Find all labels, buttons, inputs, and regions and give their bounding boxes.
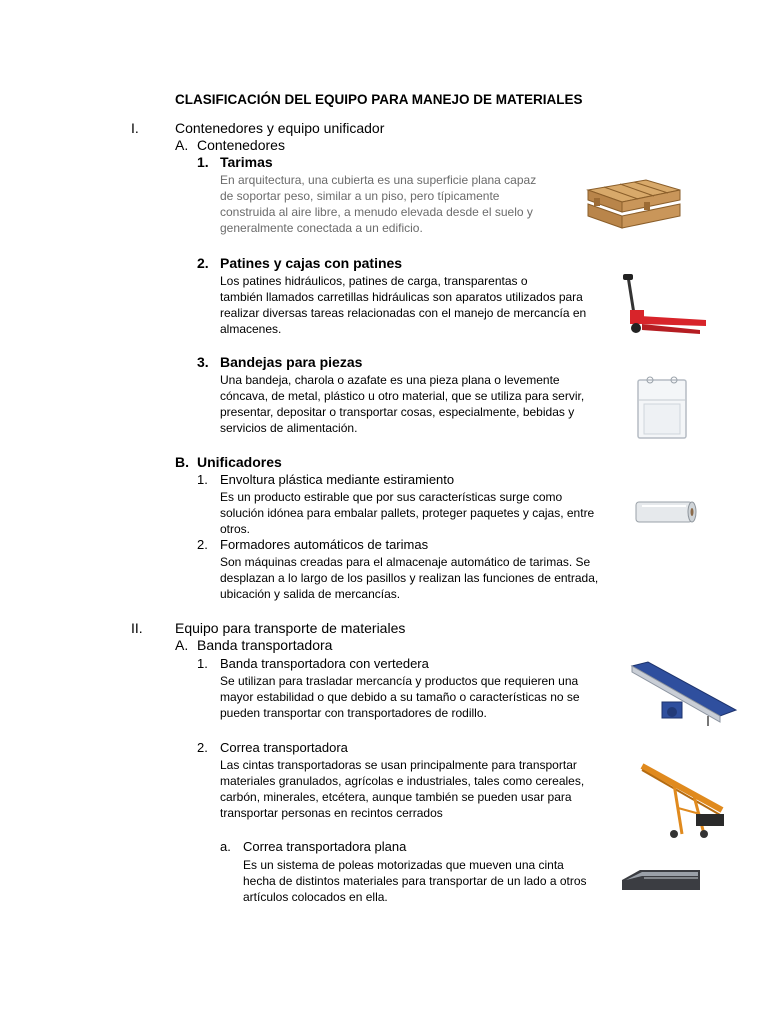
item-bandejas-text [220, 372, 584, 436]
text-line: de soportar peso, similar a un piso, pero típicamente [220, 189, 500, 203]
item-formadores-heading: Formadores automáticos de tarimas [220, 537, 429, 552]
item-patines-number: 2. [197, 255, 209, 271]
text-line: solución idónea para embalar pallets, proteger paquetes y cajas, entre [220, 506, 595, 520]
item-envoltura-heading: Envoltura plástica mediante estiramiento [220, 472, 455, 487]
section-1b-label: B. [175, 454, 189, 470]
item-tarimas-heading: Tarimas [220, 154, 273, 170]
item-tarimas-number: 1. [197, 154, 209, 170]
pallet-jack-image [620, 272, 710, 338]
section-2a-heading: Banda transportadora [197, 637, 333, 653]
item-formadores-text [220, 554, 598, 602]
text-line: En arquitectura, una cubierta es una superficie plana capaz [220, 173, 537, 187]
item-correa-number: 2. [197, 740, 208, 755]
item-patines-text [220, 273, 586, 337]
section-2a-label: A. [175, 637, 189, 653]
text-line: Son máquinas creadas para el almacenaje automático de tarimas. Se [220, 555, 591, 569]
text-line: presentar, depositar o transportar cosas, especialmente, bebidas y [220, 405, 575, 419]
item-bandejas-heading: Bandejas para piezas [220, 354, 363, 370]
text-line: artículos colocados en ella. [243, 890, 388, 904]
item-bandejas-number: 3. [197, 354, 209, 370]
belt-conveyor-image [628, 660, 740, 728]
item-vertedera-text [220, 673, 580, 721]
text-line: otros. [220, 522, 251, 536]
text-line: transportar personas en recintos cerrados [220, 806, 443, 820]
text-line: construida al aire libre, a menudo elevada desde el suelo y [220, 205, 533, 219]
item-formadores-number: 2. [197, 537, 208, 552]
incline-conveyor-image [634, 758, 734, 840]
flat-belt-conveyor-image [622, 866, 700, 890]
item-tarimas-text [220, 172, 536, 236]
subitem-plana-heading: Correa transportadora plana [243, 839, 407, 854]
item-envoltura-number: 1. [197, 472, 208, 487]
text-line: Es un sistema de poleas motorizadas que mueven una cinta [243, 858, 564, 872]
subitem-plana-text [243, 857, 587, 905]
parts-tray-image [634, 372, 690, 442]
text-line: realizar diversas tareas relacionadas con el manejo de mercancía en [220, 306, 587, 320]
pallet-image [584, 168, 684, 233]
text-line: mayor estabilidad o que debido a su tamaño o características no se [220, 690, 580, 704]
stretch-wrap-roll-image [632, 496, 698, 528]
section-1b-heading: Unificadores [197, 454, 282, 470]
text-line: Es un producto estirable que por sus características surge como [220, 490, 563, 504]
text-line: también llamados carretillas hidráulicas son aparatos utilizados para [220, 290, 583, 304]
item-correa-heading: Correa transportadora [220, 740, 348, 755]
item-vertedera-heading: Banda transportadora con vertedera [220, 656, 429, 671]
text-line: hecha de distintos materiales para transportar de un lado a otros [243, 874, 587, 888]
text-line: Se utilizan para trasladar mercancía y productos que requieren una [220, 674, 579, 688]
text-line: cóncava, de metal, plástico u otro material, que se utiliza para servir, [220, 389, 585, 403]
text-line: desplazan a lo largo de los pasillos y realizan las funciones de entrada, [220, 571, 599, 585]
text-line: Una bandeja, charola o azafate es una pieza plana o levemente [220, 373, 560, 387]
text-line: generalmente conectada a un edificio. [220, 221, 423, 235]
section-1a-label: A. [175, 137, 189, 153]
text-line: carbón, minerales, etcétera, aunque también se pueden usar para [220, 790, 572, 804]
item-patines-heading: Patines y cajas con patines [220, 255, 403, 271]
text-line: pueden transportar con transportadores de rodillo. [220, 706, 487, 720]
text-line: servicios de alimentación. [220, 421, 358, 435]
section-2-heading: Equipo para transporte de materiales [175, 620, 406, 636]
item-envoltura-text [220, 489, 594, 537]
item-correa-text [220, 757, 584, 821]
document-title: CLASIFICACIÓN DEL EQUIPO PARA MANEJO DE MATERIALES [175, 92, 583, 107]
text-line: materiales granulados, agrícolas e industriales, tales como cereales, [220, 774, 585, 788]
item-vertedera-number: 1. [197, 656, 208, 671]
section-2-number: II. [131, 620, 143, 636]
section-1a-heading: Contenedores [197, 137, 285, 153]
text-line: almacenes. [220, 322, 282, 336]
section-1-number: I. [131, 120, 139, 136]
subitem-plana-label: a. [220, 839, 231, 854]
text-line: Los patines hidráulicos, patines de carga, transparentas o [220, 274, 528, 288]
text-line: ubicación y salida de mercancías. [220, 587, 401, 601]
text-line: Las cintas transportadoras se usan principalmente para transportar [220, 758, 577, 772]
section-1-heading: Contenedores y equipo unificador [175, 120, 385, 136]
